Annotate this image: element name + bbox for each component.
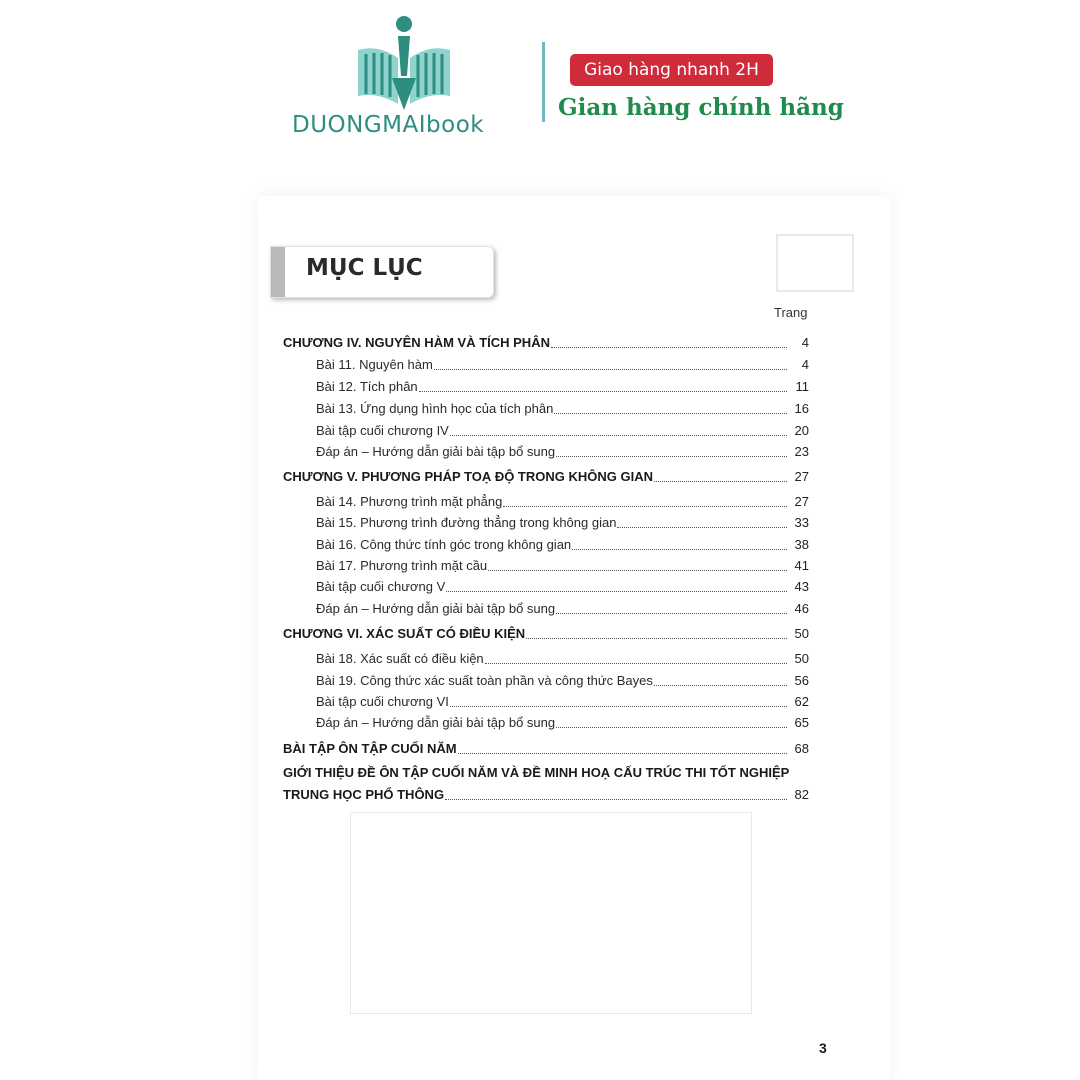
- toc-entry-title: Bài tập cuối chương IV: [316, 423, 449, 438]
- toc-chapter-row[interactable]: [0, 785, 1080, 805]
- toc-chapter-row[interactable]: [0, 467, 1080, 487]
- toc-entry-title: Bài 12. Tích phân: [316, 379, 418, 394]
- toc-page-number: 65: [794, 715, 809, 730]
- dot-leader: [617, 527, 787, 528]
- toc-page-number: 23: [794, 444, 809, 459]
- toc-lesson-row[interactable]: [0, 599, 1080, 619]
- dot-leader: [446, 591, 787, 592]
- toc-entry-title: CHƯƠNG VI. XÁC SUẤT CÓ ĐIỀU KIỆN: [283, 626, 526, 641]
- dot-leader: [458, 753, 787, 754]
- toc-lesson-row[interactable]: [0, 692, 1080, 712]
- dot-leader: [503, 506, 787, 507]
- toc-chapter-row[interactable]: [0, 739, 1080, 759]
- toc-lesson-row[interactable]: [0, 671, 1080, 691]
- toc-entry-title: Bài 13. Ứng dụng hình học của tích phân: [316, 401, 554, 416]
- dot-leader: [485, 663, 787, 664]
- toc-entry-title: CHƯƠNG V. PHƯƠNG PHÁP TOẠ ĐỘ TRONG KHÔNG GIAN: [283, 469, 653, 484]
- toc-lesson-row[interactable]: [0, 535, 1080, 555]
- toc-lesson-row[interactable]: [0, 577, 1080, 597]
- toc-page-number: 27: [794, 469, 809, 484]
- toc-lesson-row[interactable]: [0, 421, 1080, 441]
- toc-lesson-row[interactable]: [0, 355, 1080, 375]
- dot-leader: [554, 413, 787, 414]
- toc-title: MỤC LỤC: [306, 255, 423, 281]
- toc-entry-title: Bài tập cuối chương V: [316, 579, 446, 594]
- toc-entry-title: Bài 19. Công thức xác suất toàn phần và công thức Bayes: [316, 673, 653, 688]
- toc-entry-title: Bài 15. Phương trình đường thẳng trong không gian: [316, 515, 617, 530]
- toc-entry-title: GIỚI THIỆU ĐỀ ÔN TẬP CUỐI NĂM VÀ ĐỀ MINH HOẠ CẤU TRÚC THI TỐT NGHIỆP: [283, 765, 790, 780]
- toc-page-number: 43: [794, 579, 809, 594]
- toc-page-number: 33: [794, 515, 809, 530]
- dot-leader: [488, 570, 787, 571]
- toc-page-number: 82: [794, 787, 809, 802]
- toc-entry-title: Bài tập cuối chương VI: [316, 694, 449, 709]
- toc-page-number: 50: [794, 651, 809, 666]
- dot-leader: [654, 481, 787, 482]
- toc-chapter-row[interactable]: [0, 763, 1080, 783]
- page-number: 3: [819, 1040, 827, 1056]
- toc-page-number: 68: [794, 741, 809, 756]
- brand-name: DUONGMAIbook: [292, 112, 485, 138]
- toc-entry-title: Bài 17. Phương trình mặt cầu: [316, 558, 488, 573]
- dot-leader: [434, 369, 787, 370]
- dot-leader: [556, 727, 787, 728]
- toc-page-number: 11: [795, 379, 809, 394]
- toc-page-number: 50: [794, 626, 809, 641]
- toc-lesson-row[interactable]: [0, 377, 1080, 397]
- toc-page-number: 46: [794, 601, 809, 616]
- toc-page-number: 16: [794, 401, 809, 416]
- toc-lesson-row[interactable]: [0, 442, 1080, 462]
- toc-entry-title: Đáp án – Hướng dẫn giải bài tập bổ sung: [316, 601, 556, 616]
- dot-leader: [450, 435, 787, 436]
- dot-leader: [551, 347, 787, 348]
- toc-lesson-row[interactable]: [0, 556, 1080, 576]
- toc-page-number: 56: [794, 673, 809, 688]
- toc-entry-title: Bài 14. Phương trình mặt phẳng: [316, 494, 503, 509]
- toc-chapter-row[interactable]: [0, 624, 1080, 644]
- toc-chapter-row[interactable]: [0, 333, 1080, 353]
- toc-entry-title: TRUNG HỌC PHỔ THÔNG: [283, 787, 445, 802]
- dot-leader: [526, 638, 787, 639]
- toc-page-number: 38: [794, 537, 809, 552]
- page-column-label: Trang: [774, 305, 808, 320]
- toc-page-number: 27: [794, 494, 809, 509]
- toc-entry-title: Đáp án – Hướng dẫn giải bài tập bổ sung: [316, 444, 556, 459]
- toc-page-number: 4: [801, 357, 809, 372]
- toc-lesson-row[interactable]: [0, 713, 1080, 733]
- toc-entry-title: CHƯƠNG IV. NGUYÊN HÀM VÀ TÍCH PHÂN: [283, 335, 550, 350]
- dot-leader: [419, 391, 787, 392]
- toc-lesson-row[interactable]: [0, 649, 1080, 669]
- toc-entry-title: Bài 16. Công thức tính góc trong không gian: [316, 537, 572, 552]
- dot-leader: [556, 456, 787, 457]
- toc-lesson-row[interactable]: [0, 399, 1080, 419]
- delivery-badge: Giao hàng nhanh 2H: [570, 54, 773, 86]
- toc-page-number: 20: [794, 423, 809, 438]
- dot-leader: [450, 706, 787, 707]
- toc-page-number: 62: [794, 694, 809, 709]
- toc-page-number: 4: [801, 335, 809, 350]
- toc-page-number: 41: [794, 558, 809, 573]
- toc-entry-title: Đáp án – Hướng dẫn giải bài tập bổ sung: [316, 715, 556, 730]
- toc-lesson-row[interactable]: [0, 513, 1080, 533]
- dot-leader: [445, 799, 787, 800]
- dot-leader: [572, 549, 787, 550]
- brand-tagline: Gian hàng chính hãng: [558, 94, 844, 121]
- dot-leader: [556, 613, 787, 614]
- toc-entry-title: Bài 18. Xác suất có điều kiện: [316, 651, 484, 666]
- dot-leader: [654, 685, 787, 686]
- toc-entry-title: Bài 11. Nguyên hàm: [316, 357, 433, 372]
- toc-lesson-row[interactable]: [0, 492, 1080, 512]
- toc-entry-title: BÀI TẬP ÔN TẬP CUỐI NĂM: [283, 741, 457, 756]
